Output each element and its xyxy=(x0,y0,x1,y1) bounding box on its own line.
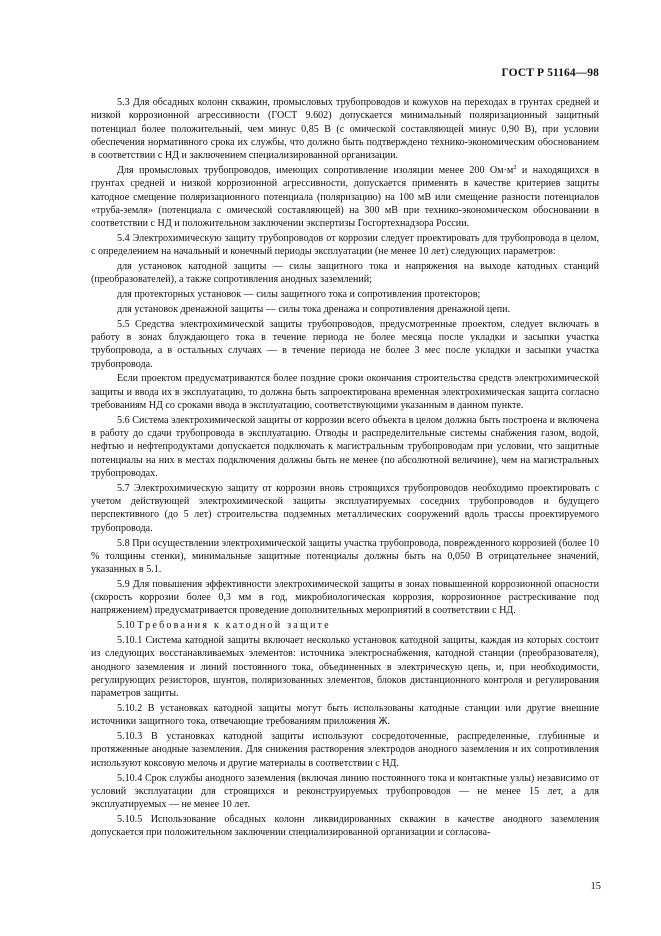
paragraph-5-4-item-2: для протекторных установок — силы защитного тока и сопротивления протекторов; xyxy=(117,289,481,301)
paragraph-5-3-cont: Для промысловых трубопроводов, имеющих сопротивление изоляции менее 200 $Ом\cdot м^2$ и находящихся в грунтах средней и низкой коррозионной агрессивности, допускается применять в качестве критериев защиты катодное смещение поляризационного потенциала (поляризацию) на 100 мВ или смещение разности потенциалов «труба-земля» (потенциала с омической составляющей) на 300 мВ при технико-экономическом обосновании в соответствии с НД и положительном заключении экспертизы Госгортехнадзора России. xyxy=(91,163,599,230)
paragraph-5-3: 5.3 Для обсадных колонн скважин, промысловых трубопроводов и кожухов на переходах в грунтах средней и низкой коррозионной агрессивности (ГОСТ 9.602) допускается минимальный поляризационный защитный потенциал более положительный, чем минус 0,85 В (с омической составляющей минус 0,90 В), при условии обеспечения нормативного срока их службы, что должно быть подтверждено технико-экономическим обоснованием в соответствии с НД и заключением специализированной организации. xyxy=(91,97,599,162)
paragraph-5-10-5: 5.10.5 Использование обсадных колонн ликвидированных скважин в качестве анодного заземления допускается при положительном заключении специализированной организации и согласова- xyxy=(91,813,599,839)
section-heading-5-10: 5.10 Требования к катодной защите xyxy=(117,620,331,632)
paragraph-5-4-item-3: для установок дренажной защиты — силы тока дренажа и сопротивления дренажной цепи. xyxy=(117,303,511,315)
paragraph-5-8: 5.8 При осуществлении электрохимической защиты участка трубопровода, поврежденного коррозией (более 10 % толщины стенки), минимальные защитные потенциалы должны быть на 0,050 В отрицательнее значений, указанных в 5.1. xyxy=(91,537,599,576)
paragraph-5-4: 5.4 Электрохимическую защиту трубопроводов от коррозии следует проектировать для трубопровода в целом, с определением на начальный и конечный периоды эксплуатации (не менее 10 лет) следующих параметров: xyxy=(91,232,599,258)
paragraph-5-10-3: 5.10.3 В установках катодной защиты используют сосредоточенные, распределенные, глубинные и протяженные анодные заземления. Для снижения растворения электродов анодного заземления и их сопротивления используют коксовую мелочь и другие материалы в соответствии с НД. xyxy=(91,731,599,769)
paragraph-5-4-item-1: для установок катодной защиты — силы защитного тока и напряжения на выходе катодных станций (преобразователей), а также сопротивления анодных заземлений; xyxy=(91,261,599,286)
body-text xyxy=(91,96,599,841)
paragraph-5-6: 5.6 Система электрохимической защиты от коррозии всего объекта в целом должна быть построена и включена в работу до сдачи трубопровода в эксплуатацию. Отводы и распределительные системы снабжения газом, водой, нефтью и нефтепродуктами допускается подключать к магистральным трубопроводам при условии, что защитные потенциалы на них в местах подключения должны быть не менее (по абсолютной величине), чем на магистральных трубопроводах. xyxy=(91,414,599,480)
page-number: 15 xyxy=(590,881,601,892)
paragraph-5-5: 5.5 Средства электрохимической защиты трубопроводов, предусмотренные проектом, следует включать в работу в зонах блуждающего тока в течение периода не более месяца после укладки и засыпки участка трубопровода, а в остальных случаях — в течение периода не более 3 мес после укладки и засыпки участка трубопровода. xyxy=(91,318,599,370)
paragraph-5-7: 5.7 Электрохимическую защиту от коррозии вновь строящихся трубопроводов необходимо проектировать с учетом действующей электрохимической защиты эксплуатируемых соседних трубопроводов и будущего перспективного (до 5 лет) строительства подземных металлических сооружений вдоль трассы проектируемого трубопровода. xyxy=(91,482,599,534)
paragraph-5-10-2: 5.10.2 В установках катодной защиты могут быть использованы катодные станции или другие внешние источники защитного тока, отвечающие требованиям приложения Ж. xyxy=(91,703,599,728)
paragraph-5-5-cont: Если проектом предусматриваются более поздние сроки окончания строительства средств электрохимической защиты и ввода их в эксплуатацию, то должна быть запроектирована временная электрохимическая защита согласно требованиям НД со сроками ввода в эксплуатацию, соответствующими указанным в данном пункте. xyxy=(91,373,599,412)
paragraph-5-10-1: 5.10.1 Система катодной защиты включает несколько установок катодной защиты, каждая из которых состоит из следующих восстанавливаемых элементов: источника электроснабжения, катодной станции (преобразователя), анодного заземления и линий постоянного тока, объединенных в электрическую цепь, и, при необходимости, регулирующих резисторов, шунтов, поляризованных элементов, блоков дистанционного контроля и регулирования параметров защиты. xyxy=(91,635,599,700)
paragraph-5-10-4: 5.10.4 Срок службы анодного заземления (включая линию постоянного тока и контактные узлы) независимо от условий эксплуатации для строящихся и реконструируемых трубопроводов — не менее 15 лет, а для эксплуатируемых — не менее 10 лет. xyxy=(91,772,599,811)
document-header: ГОСТ Р 51164—98 xyxy=(501,67,599,79)
paragraph-5-9: 5.9 Для повышения эффективности электрохимической защиты в зонах повышенной коррозионной опасности (скорость коррозии более 0,3 мм в год, микробиологическая коррозия, коррозионное растрескивание под напряжением) предусматривается проведение дополнительных мероприятий в соответствии с НД. xyxy=(91,578,599,617)
